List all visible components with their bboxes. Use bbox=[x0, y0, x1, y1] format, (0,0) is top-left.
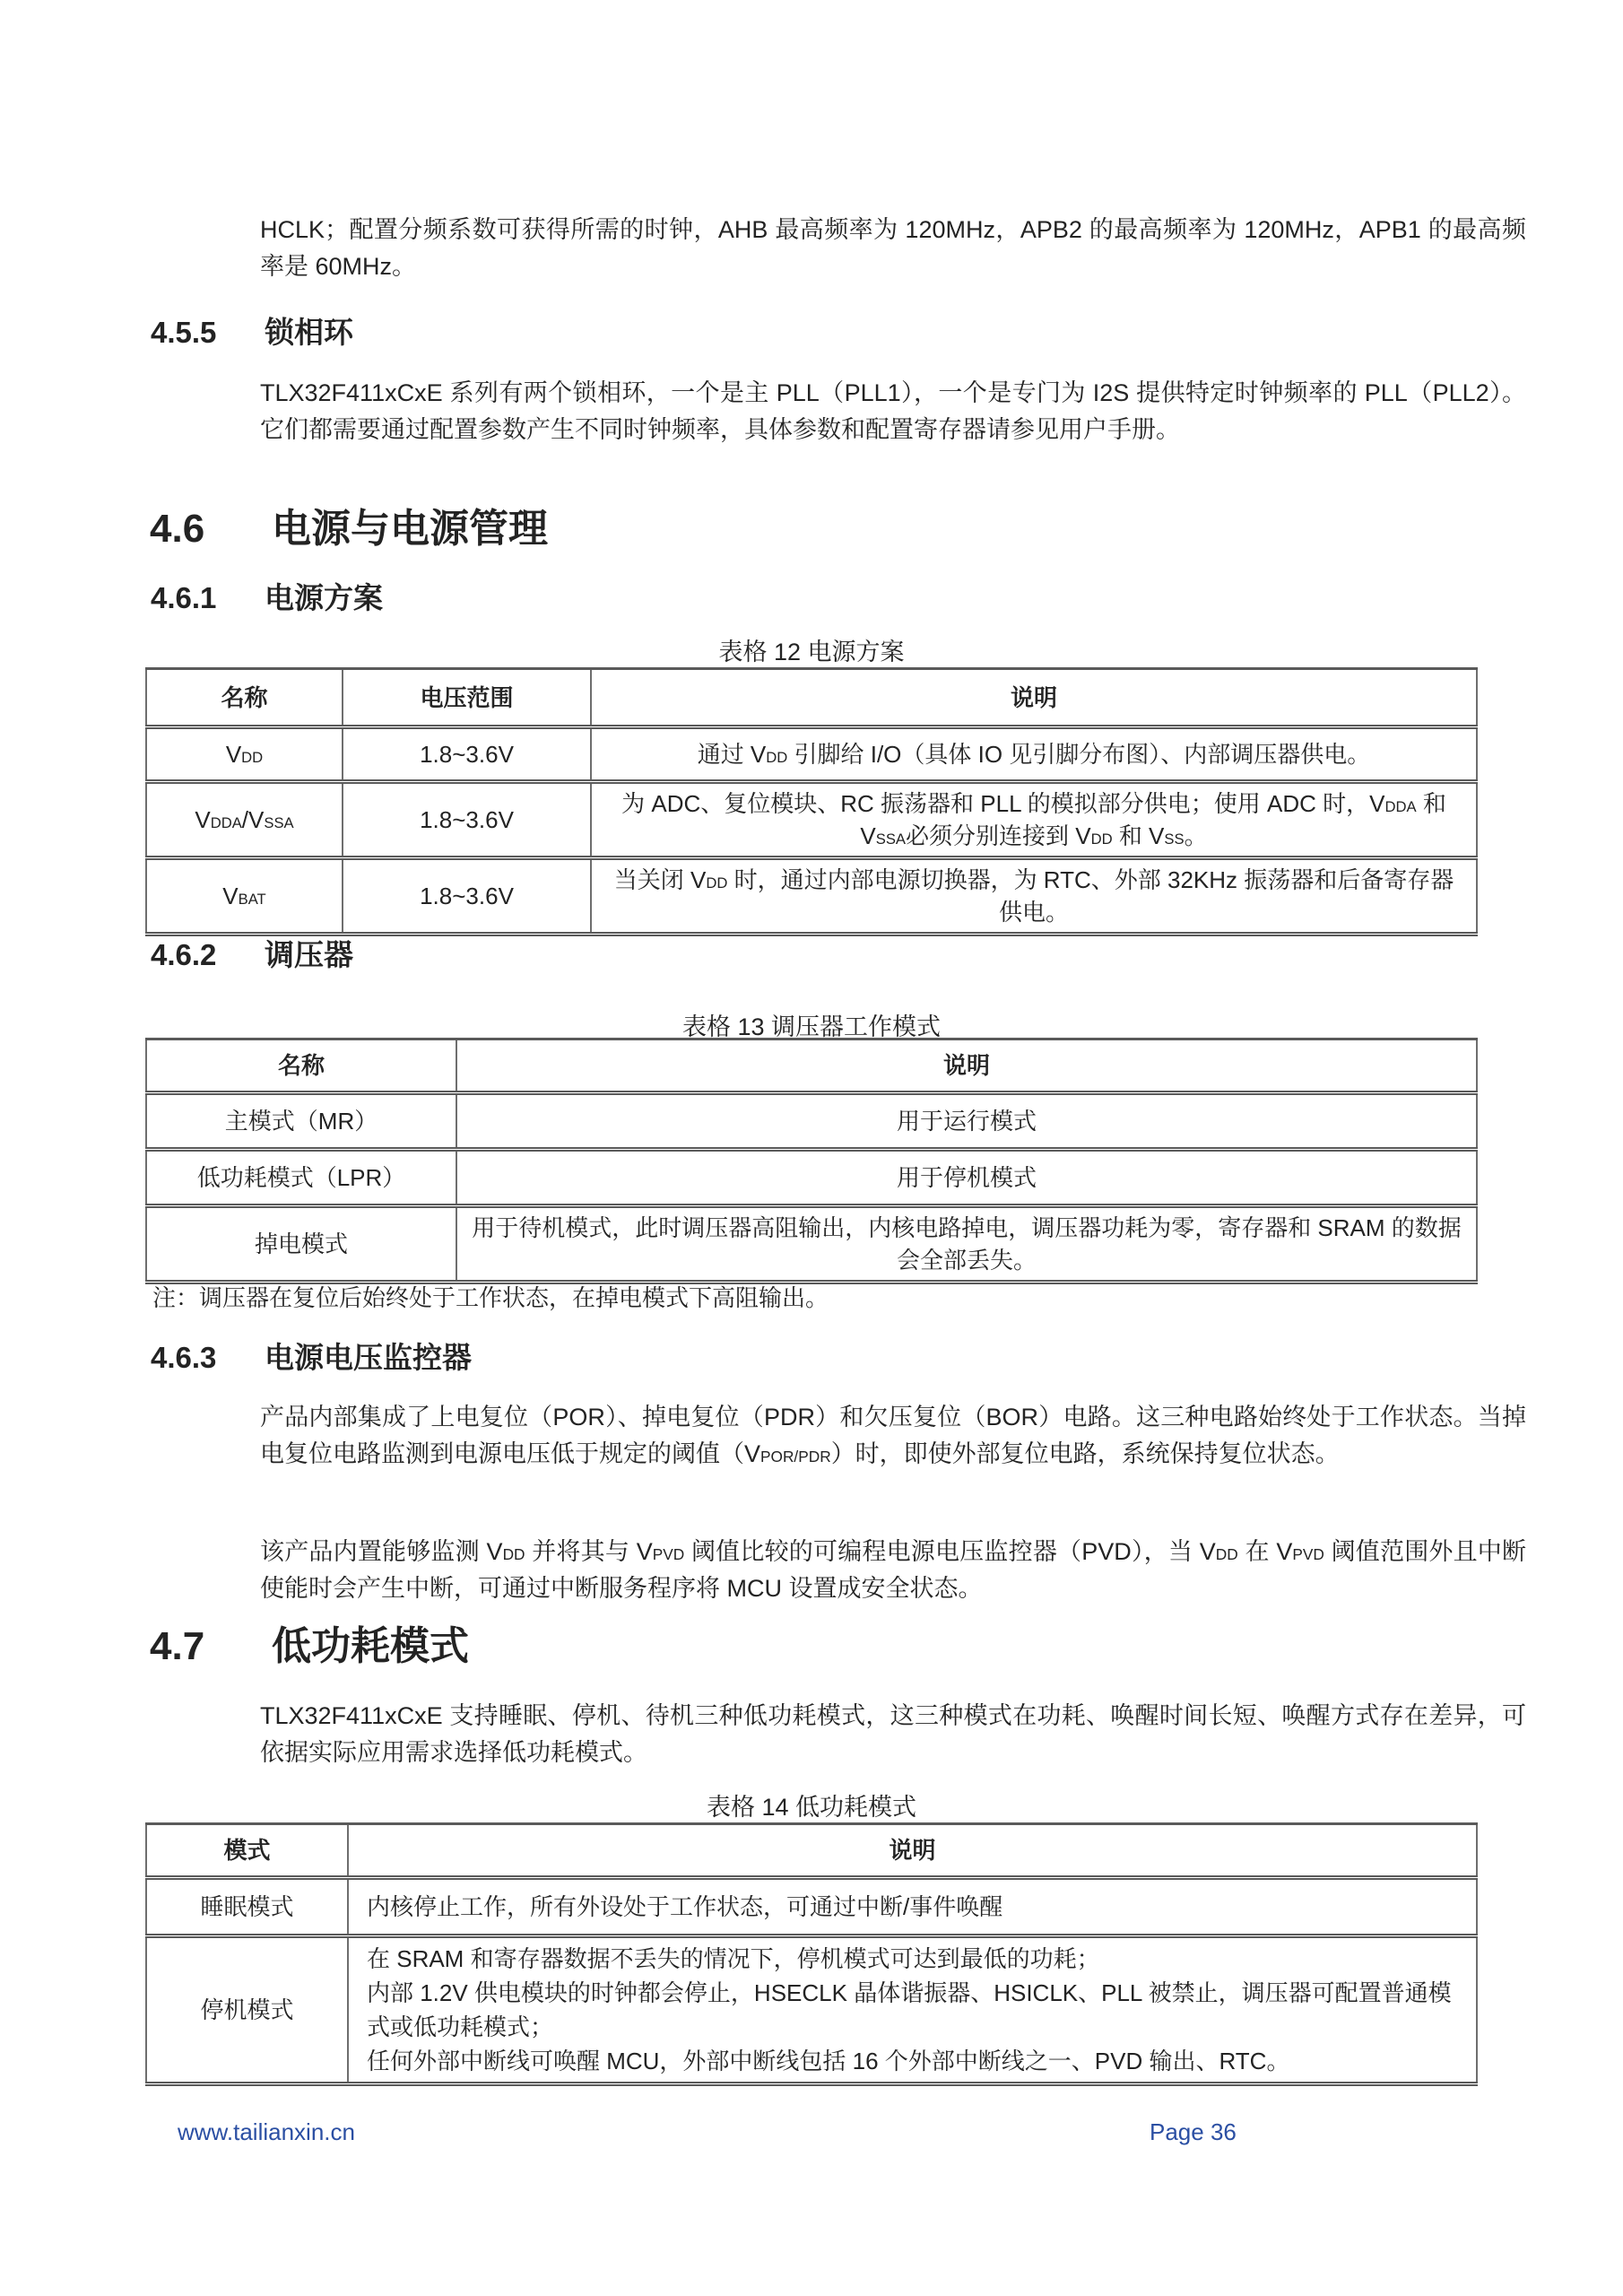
section-number: 4.7 bbox=[150, 1624, 205, 1668]
section-heading-4-5-5 bbox=[151, 316, 353, 350]
table-row bbox=[146, 858, 1477, 935]
footer-page-number: Page 36 bbox=[1150, 2118, 1237, 2145]
regulator-mode-name: 主模式（MR） bbox=[146, 1093, 456, 1150]
table13-note: 注：调压器在复位后始终处于工作状态，在掉电模式下高阻输出。 bbox=[152, 1284, 829, 1311]
table12-caption: 表格 12 电源方案 bbox=[718, 639, 905, 665]
supply-name: VDDA/VSSA bbox=[146, 782, 343, 858]
section-title: 电源与电源管理 bbox=[272, 507, 548, 551]
column-header-description: 说明 bbox=[591, 669, 1477, 727]
description-line: 在 SRAM 和寄存器数据不丢失的情况下，停机模式可达到最低的功耗； bbox=[367, 1945, 1100, 1972]
pvd-paragraph: 该产品内置能够监测 VDD 并将其与 VPVD 阈值比较的可编程电源电压监控器（PVD），当 VDD 在 VPVD 阈值范围外且中断使能时会产生中断，可通过中断服务程序将 MCU 设置成安全状态。 bbox=[260, 1538, 1527, 1602]
low-power-mode-description: 内核停止工作，所有外设处于工作状态，可通过中断/事件唤醒 bbox=[348, 1878, 1477, 1936]
low-power-mode-name: 睡眠模式 bbox=[146, 1878, 348, 1936]
power-supply-table bbox=[145, 667, 1478, 936]
supply-voltage-range: 1.8~3.6V bbox=[343, 727, 591, 782]
section-heading-4-6-3 bbox=[151, 1341, 472, 1375]
low-power-mode-description bbox=[348, 1936, 1477, 2084]
table-row bbox=[146, 782, 1477, 858]
column-header-description: 说明 bbox=[456, 1039, 1477, 1093]
section-title: 低功耗模式 bbox=[272, 1624, 469, 1668]
table14-caption: 表格 14 低功耗模式 bbox=[706, 1794, 917, 1821]
supply-voltage-range: 1.8~3.6V bbox=[343, 858, 591, 935]
description-line: 任何外部中断线可唤醒 MCU，外部中断线包括 16 个外部中断线之一、PVD 输出、RTC。 bbox=[367, 2048, 1290, 2074]
section-title: 锁相环 bbox=[265, 316, 353, 349]
table-header-row bbox=[146, 669, 1477, 727]
supply-name: VBAT bbox=[146, 858, 343, 935]
supply-description: 通过 VDD 引脚给 I/O（具体 IO 见引脚分布图）、内部调压器供电。 bbox=[591, 727, 1477, 782]
low-power-mode-table bbox=[145, 1822, 1478, 2086]
supply-description: 为 ADC、复位模块、RC 振荡器和 PLL 的模拟部分供电；使用 ADC 时，VDDA 和 VSSA必须分别连接到 VDD 和 VSS。 bbox=[591, 782, 1477, 858]
table-header-row bbox=[146, 1824, 1477, 1878]
column-header-mode: 模式 bbox=[146, 1824, 348, 1878]
regulator-mode-table bbox=[145, 1038, 1478, 1284]
supply-name: VDD bbox=[146, 727, 343, 782]
reset-circuits-paragraph: 产品内部集成了上电复位（POR）、掉电复位（PDR）和欠压复位（BOR）电路。这三种电路始终处于工作状态。当掉电复位电路监测到电源电压低于规定的阈值（VPOR/PDR）时，即使外部复位电路，系统保持复位状态。 bbox=[260, 1404, 1526, 1467]
regulator-mode-description: 用于待机模式，此时调压器高阻输出，内核电路掉电，调压器功耗为零，寄存器和 SRAM 的数据会全部丢失。 bbox=[456, 1206, 1477, 1283]
section-number: 4.6.1 bbox=[151, 581, 217, 614]
column-header-voltage-range: 电压范围 bbox=[343, 669, 591, 727]
section-title: 调压器 bbox=[265, 938, 353, 971]
column-header-name: 名称 bbox=[146, 1039, 456, 1093]
section-number: 4.5.5 bbox=[151, 316, 217, 349]
section-heading-4-6-1 bbox=[151, 581, 383, 615]
low-power-intro-paragraph: TLX32F411xCxE 支持睡眠、停机、待机三种低功耗模式，这三种模式在功耗、唤醒时间长短、唤醒方式存在差异，可依据实际应用需求选择低功耗模式。 bbox=[260, 1702, 1526, 1766]
section-number: 4.6.3 bbox=[151, 1341, 217, 1374]
supply-voltage-range: 1.8~3.6V bbox=[343, 782, 591, 858]
section-heading-4-6 bbox=[150, 508, 548, 551]
regulator-mode-name: 掉电模式 bbox=[146, 1206, 456, 1283]
section-title: 电源电压监控器 bbox=[265, 1341, 472, 1374]
column-header-description: 说明 bbox=[348, 1824, 1477, 1878]
section-number: 4.6.2 bbox=[151, 938, 217, 971]
description-line: 内部 1.2V 供电模块的时钟都会停止，HSECLK 晶体谐振器、HSICLK、PLL 被禁止，调压器可配置普通模式或低功耗模式； bbox=[367, 1979, 1452, 2040]
table-header-row bbox=[146, 1039, 1477, 1093]
section-heading-4-6-2 bbox=[151, 938, 353, 972]
footer-website-link[interactable]: www.tailianxin.cn bbox=[178, 2118, 355, 2145]
table-row bbox=[146, 1150, 1477, 1206]
supply-description: 当关闭 VDD 时，通过内部电源切换器，为 RTC、外部 32KHz 振荡器和后备寄存器供电。 bbox=[591, 858, 1477, 935]
table-row bbox=[146, 727, 1477, 782]
table-row bbox=[146, 1093, 1477, 1150]
table-row bbox=[146, 1878, 1477, 1936]
low-power-mode-name: 停机模式 bbox=[146, 1936, 348, 2084]
section-number: 4.6 bbox=[150, 507, 205, 551]
intro-paragraph: HCLK；配置分频系数可获得所需的时钟，AHB 最高频率为 120MHz，APB2 的最高频率为 120MHz，APB1 的最高频率是 60MHz。 bbox=[260, 216, 1526, 280]
table-row bbox=[146, 1206, 1477, 1283]
regulator-mode-description: 用于运行模式 bbox=[456, 1093, 1477, 1150]
section-heading-4-7 bbox=[150, 1625, 469, 1668]
column-header-name: 名称 bbox=[146, 669, 343, 727]
section-title: 电源方案 bbox=[265, 581, 383, 614]
pll-paragraph: TLX32F411xCxE 系列有两个锁相环，一个是主 PLL（PLL1），一个是专门为 I2S 提供特定时钟频率的 PLL（PLL2）。它们都需要通过配置参数产生不同时钟频率，具体参数和配置寄存器请参见用户手册。 bbox=[260, 379, 1526, 443]
table13-caption: 表格 13 调压器工作模式 bbox=[681, 1013, 942, 1040]
regulator-mode-description: 用于停机模式 bbox=[456, 1150, 1477, 1206]
table-row bbox=[146, 1936, 1477, 2084]
regulator-mode-name: 低功耗模式（LPR） bbox=[146, 1150, 456, 1206]
